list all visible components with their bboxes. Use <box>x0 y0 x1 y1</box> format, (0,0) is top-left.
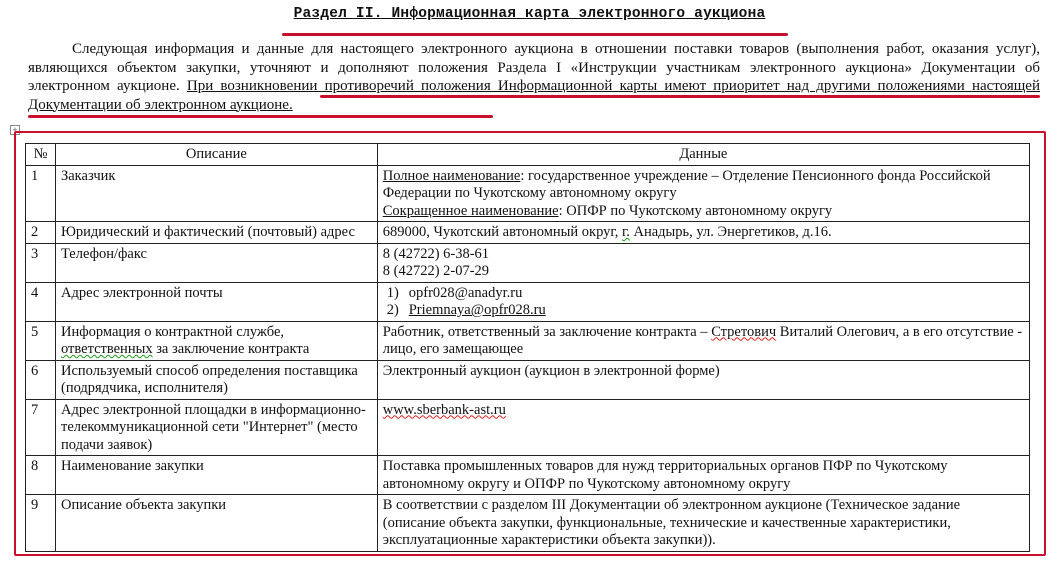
table-row <box>26 243 1030 282</box>
row-data <box>377 282 1029 321</box>
email-list <box>383 285 1024 320</box>
full-name-value: : государственное учреждение – Отделение Пенсионного фонда Российской Федерации по Чукотскому автономному округу <box>382 167 991 201</box>
row-data: В соответствии с разделом III Документации об электронном аукционе (Техническое задание (описание объекта закупки, функциональные, технические и качественные характеристики, эксплуатационные характеристики объекта закупки)). <box>377 495 1029 552</box>
table-row <box>26 495 1030 552</box>
full-name-label: Полное наименование <box>382 167 521 184</box>
intro-red-underline-1 <box>320 95 1040 98</box>
info-card-table <box>25 143 1030 552</box>
row-num: 4 <box>26 282 56 321</box>
email-link[interactable]: opfr028@anadyr.ru <box>408 284 523 301</box>
email-index: 1) <box>386 284 399 301</box>
row-data <box>377 243 1029 282</box>
table-row <box>26 282 1030 321</box>
table-row <box>26 321 1030 360</box>
table-row <box>26 360 1030 399</box>
row-description <box>55 321 377 360</box>
table-header-row <box>26 144 1030 166</box>
address-part-a: 689000, Чукотский автономный округ, <box>382 224 622 240</box>
section-title: Раздел II. Информационная карта электронного аукциона <box>0 6 1059 22</box>
list-item <box>383 285 1024 303</box>
row-num: 9 <box>26 495 56 552</box>
short-name-value: : ОПФР по Чукотскому автономному округу <box>558 202 833 219</box>
row-description: Заказчик <box>55 165 377 222</box>
row-num: 2 <box>26 222 56 244</box>
email-index: 2) <box>386 302 399 318</box>
data-part-a: Работник, ответственный за заключение контракта – <box>382 323 712 340</box>
row-description: Описание объекта закупки <box>55 495 377 552</box>
row-num: 1 <box>26 165 56 222</box>
intro-red-underline-2 <box>28 115 493 118</box>
list-item <box>383 302 1024 320</box>
header-description: Описание <box>55 144 377 166</box>
platform-link[interactable]: www.sberbank-ast.ru <box>382 401 506 418</box>
intro-text-part1: Следующая информация и данные для настоящего электронного аукциона в отношении поставки товаров (выполнения работ, оказания услуг), являющихся объектом закупки, уточняют и дополняют положения Раздела I «Инструкции участникам электронного аукциона» Документации об электронном аукционе. <box>28 41 1040 94</box>
row-num: 3 <box>26 243 56 282</box>
row-description: Телефон/факс <box>55 243 377 282</box>
row-description: Используемый способ определения поставщика (подрядчика, исполнителя) <box>55 360 377 399</box>
table-row <box>26 456 1030 495</box>
row-data <box>377 165 1029 222</box>
table-red-frame <box>14 131 1046 556</box>
phone-2: 8 (42722) 2-07-29 <box>382 263 490 279</box>
row-data: Электронный аукцион (аукцион в электронной форме) <box>377 360 1029 399</box>
email-link[interactable]: Priemnaya@opfr028.ru <box>408 302 546 318</box>
row-description: Юридический и фактический (почтовый) адрес <box>55 222 377 244</box>
header-data: Данные <box>377 144 1029 166</box>
desc-part-b: за заключение контракта <box>152 341 310 357</box>
title-red-underline <box>282 33 788 36</box>
row-data <box>377 321 1029 360</box>
row-data: Поставка промышленных товаров для нужд территориальных органов ПФР по Чукотскому автономному округу и ОПФР по Чукотскому автономному округу <box>377 456 1029 495</box>
table-row <box>26 165 1030 222</box>
phone-1: 8 (42722) 6-38-61 <box>382 245 490 262</box>
intro-text-part2: При возникновении противоречий положения Информационной карты имеют приоритет над другими положениями настоящей Документации об электронном аукционе. <box>28 78 1040 113</box>
address-part-b: Анадырь, ул. Энергетиков, д.16. <box>629 224 832 240</box>
row-num: 8 <box>26 456 56 495</box>
row-description: Адрес электронной почты <box>55 282 377 321</box>
table-move-handle-icon[interactable]: + <box>10 125 20 135</box>
table-row <box>26 399 1030 456</box>
table-row <box>26 222 1030 244</box>
intro-paragraph <box>28 40 1040 114</box>
header-num: № <box>26 144 56 166</box>
row-num: 6 <box>26 360 56 399</box>
person-surname: Стретович <box>711 323 777 340</box>
address-city-abbrev: г. <box>621 224 630 240</box>
short-name-label: Сокращенное наименование <box>382 202 559 219</box>
desc-part-a: Информация о контрактной службе, <box>60 323 284 340</box>
row-num: 5 <box>26 321 56 360</box>
row-description: Адрес электронной площадки в информационно-телекоммуникационной сети "Интернет" (место подачи заявок) <box>55 399 377 456</box>
row-description: Наименование закупки <box>55 456 377 495</box>
row-data <box>377 399 1029 456</box>
desc-underlined-word: ответственных <box>60 341 153 357</box>
row-num: 7 <box>26 399 56 456</box>
data-part-b: Виталий Олегович, а в его отсутствие - лицо, его замещающее <box>382 323 1023 357</box>
row-data <box>377 222 1029 244</box>
